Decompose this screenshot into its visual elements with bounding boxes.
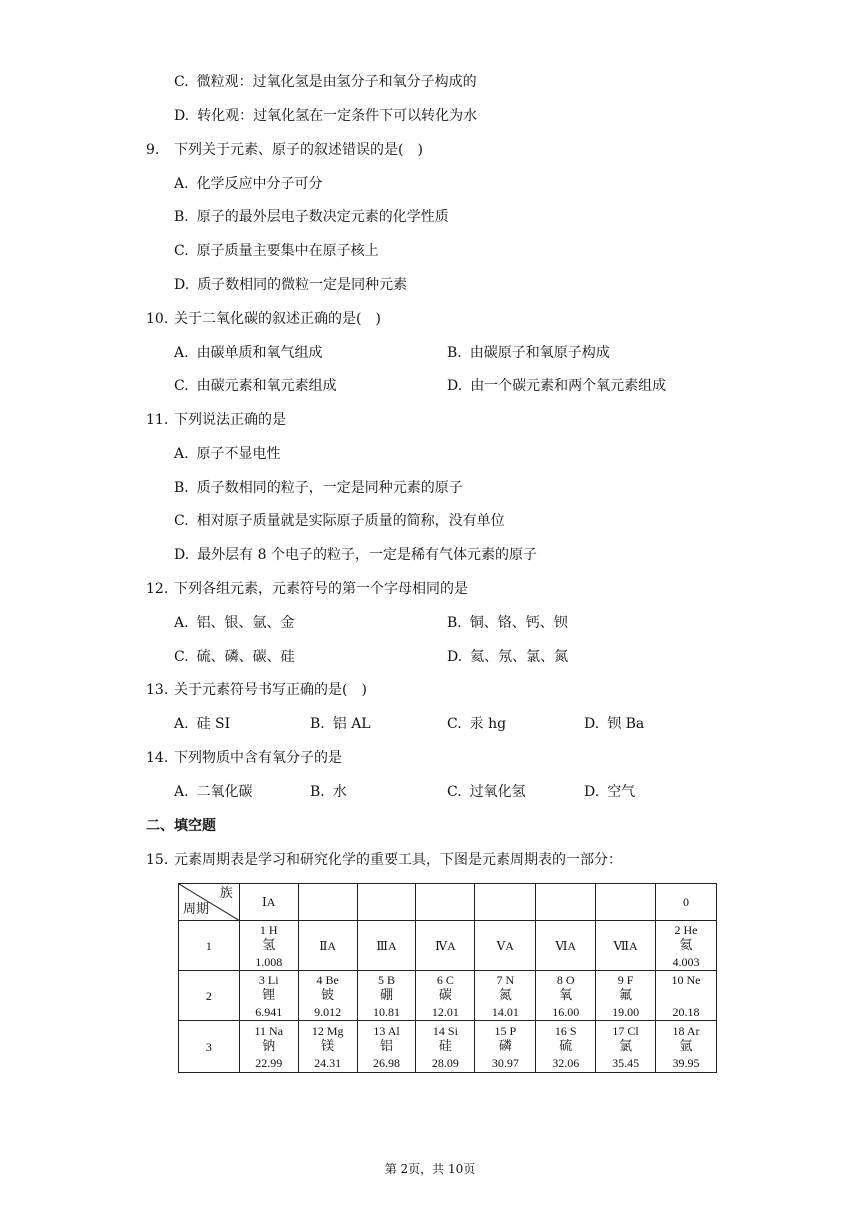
period-label: 2 bbox=[179, 971, 240, 1021]
corner-cell bbox=[179, 884, 240, 921]
period-2-row bbox=[179, 971, 717, 1021]
element-cell: 5 B 硼 10.81 bbox=[357, 971, 416, 1021]
q12-stem: 12. 下列各组元素，元素符号的第一个字母相同的是 bbox=[146, 581, 468, 597]
q14-stem: 14. 下列物质中含有氧分子的是 bbox=[146, 750, 342, 766]
q14-option-a: A. 二氧化碳 bbox=[174, 784, 253, 800]
group-header-row bbox=[179, 884, 717, 921]
group-header-empty bbox=[298, 884, 357, 921]
periodic-table bbox=[178, 883, 717, 1073]
period-3-row bbox=[179, 1021, 717, 1073]
section-heading: 二、填空题 bbox=[146, 818, 216, 834]
group-label-4a: ⅣA bbox=[416, 921, 475, 971]
q10-option-d: D. 由一个碳元素和两个氧元素组成 bbox=[447, 378, 667, 394]
q9-stem: 9. 下列关于元素、原子的叙述错误的是( ) bbox=[146, 142, 423, 158]
q8-option-c-text: 微粒观：过氧化氢是由氢分子和氧分子构成的 bbox=[196, 74, 477, 90]
q15-stem: 15. 元素周期表是学习和研究化学的重要工具，下图是元素周期表的一部分： bbox=[146, 852, 622, 868]
element-cell: 16 S 硫 32.06 bbox=[536, 1021, 596, 1073]
q14-option-b: B. 水 bbox=[310, 784, 347, 800]
q10-option-b: B. 由碳原子和氧原子构成 bbox=[447, 345, 610, 361]
q11-option-b: B. 质子数相同的粒子，一定是同种元素的原子 bbox=[174, 480, 463, 496]
element-cell: 7 N 氮 14.01 bbox=[475, 971, 536, 1021]
q10-option-a: A. 由碳单质和氧气组成 bbox=[174, 345, 323, 361]
element-cell: 14 Si 硅 28.09 bbox=[416, 1021, 475, 1073]
q13-option-d: D. 钡 Ba bbox=[584, 716, 645, 732]
element-cell: 15 P 磷 30.97 bbox=[475, 1021, 536, 1073]
q9-option-a: A. 化学反应中分子可分 bbox=[174, 176, 323, 192]
q9-option-c: C. 原子质量主要集中在原子核上 bbox=[174, 243, 379, 259]
q14-option-d: D. 空气 bbox=[584, 784, 636, 800]
group-header-empty bbox=[596, 884, 656, 921]
q11-option-a: A. 原子不显电性 bbox=[174, 446, 281, 462]
q13-stem: 13. 关于元素符号书写正确的是( ) bbox=[146, 682, 367, 698]
group-header-empty bbox=[536, 884, 596, 921]
q12-option-b: B. 铜、铬、钙、钡 bbox=[447, 615, 568, 631]
group-header-empty bbox=[475, 884, 536, 921]
q12-option-d: D. 氦、氖、氯、氮 bbox=[447, 649, 569, 665]
group-header-0: 0 bbox=[656, 884, 717, 921]
q9-option-b: B. 原子的最外层电子数决定元素的化学性质 bbox=[174, 209, 449, 225]
group-label-3a: ⅢA bbox=[357, 921, 416, 971]
group-label-6a: ⅥA bbox=[536, 921, 596, 971]
q9-option-d: D. 质子数相同的微粒一定是同种元素 bbox=[174, 277, 408, 293]
q13-option-a: A. 硅 SI bbox=[174, 716, 231, 732]
corner-group-label: 族 bbox=[219, 886, 233, 901]
period-1-row bbox=[179, 921, 717, 971]
element-cell-ne: 10 Ne 20.18 bbox=[656, 971, 717, 1021]
element-cell: 3 Li 锂 6.941 bbox=[239, 971, 298, 1021]
group-label-5a: ⅤA bbox=[475, 921, 536, 971]
element-cell: 4 Be 铍 9.012 bbox=[298, 971, 357, 1021]
element-cell-he: 2 He 氦 4.003 bbox=[656, 921, 717, 971]
group-header-empty bbox=[416, 884, 475, 921]
period-label: 3 bbox=[179, 1021, 240, 1073]
q10-option-c: C. 由碳元素和氧元素组成 bbox=[174, 378, 337, 394]
group-header-1a: ⅠA bbox=[239, 884, 298, 921]
q13-option-c: C. 汞 hg bbox=[447, 716, 507, 732]
corner-period-label: 周期 bbox=[183, 902, 210, 917]
q8-option-d-text: 转化观：过氧化氢在一定条件下可以转化为水 bbox=[197, 108, 478, 124]
element-cell: 12 Mg 镁 24.31 bbox=[298, 1021, 357, 1073]
element-cell: 6 C 碳 12.01 bbox=[416, 971, 475, 1021]
q14-option-c: C. 过氧化氢 bbox=[447, 784, 526, 800]
element-cell: 8 O 氧 16.00 bbox=[536, 971, 596, 1021]
page-footer: 第 2页，共 10页 bbox=[384, 1162, 476, 1176]
element-cell-h: 1 H 氢 1.008 bbox=[239, 921, 298, 971]
element-cell: 9 F 氟 19.00 bbox=[596, 971, 656, 1021]
q12-option-a: A. 铝、银、氩、金 bbox=[174, 615, 295, 631]
q10-stem: 10. 关于二氧化碳的叙述正确的是( ) bbox=[146, 311, 381, 327]
group-label-7a: ⅦA bbox=[596, 921, 656, 971]
element-cell: 18 Ar 氩 39.95 bbox=[656, 1021, 717, 1073]
group-header-empty bbox=[357, 884, 416, 921]
q13-option-b: B. 铝 AL bbox=[310, 716, 371, 732]
element-cell: 13 Al 铝 26.98 bbox=[357, 1021, 416, 1073]
q12-option-c: C. 硫、磷、碳、硅 bbox=[174, 649, 295, 665]
q11-option-d: D. 最外层有 8 个电子的粒子，一定是稀有气体元素的原子 bbox=[174, 547, 537, 563]
period-label: 1 bbox=[179, 921, 240, 971]
q8-option-d: D. 转化观：过氧化氢在一定条件下可以转化为水 bbox=[174, 108, 478, 124]
element-cell: 17 Cl 氯 35.45 bbox=[596, 1021, 656, 1073]
element-cell: 11 Na 钠 22.99 bbox=[239, 1021, 298, 1073]
q11-option-c: C. 相对原子质量就是实际原子质量的简称，没有单位 bbox=[174, 513, 505, 529]
q8-option-c: C. 微粒观：过氧化氢是由氢分子和氧分子构成的 bbox=[174, 74, 477, 90]
q11-stem: 11. 下列说法正确的是 bbox=[146, 412, 286, 428]
group-label-2a: ⅡA bbox=[298, 921, 357, 971]
